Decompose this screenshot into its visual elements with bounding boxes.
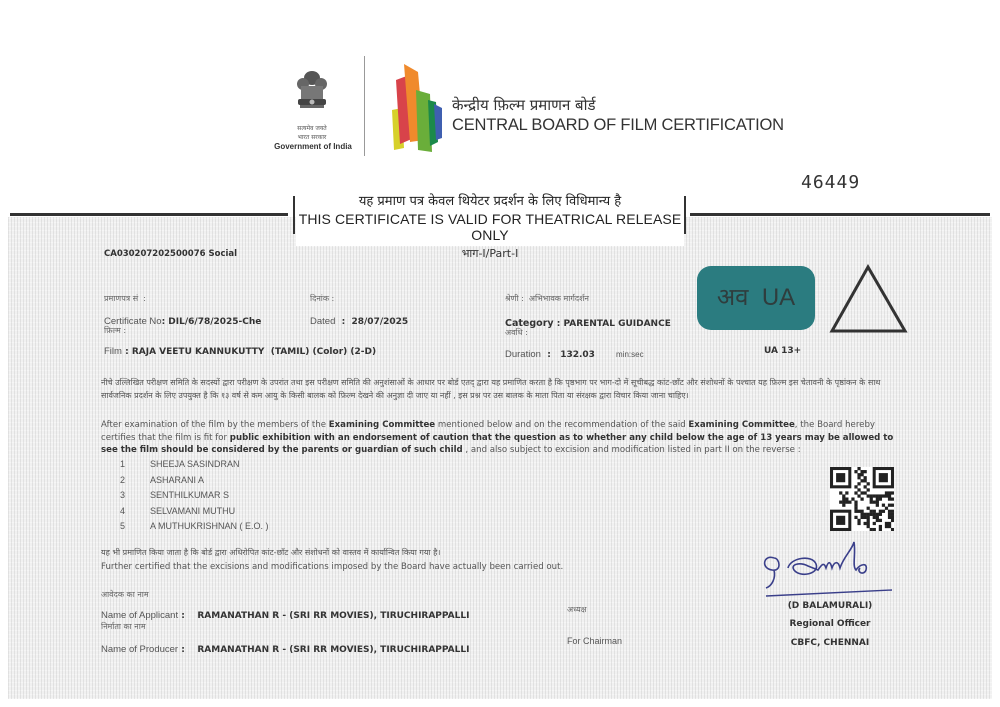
cert-no-value: DIL/6/78/2025-Che bbox=[168, 317, 262, 327]
qr-code-icon bbox=[830, 467, 894, 531]
category-hindi-label: श्रेणी bbox=[505, 294, 519, 303]
dated-value: 28/07/2025 bbox=[351, 317, 409, 327]
member-name: A MUTHUKRISHNAN ( E.O. ) bbox=[150, 521, 269, 531]
board-name-english: CENTRAL BOARD OF FILM CERTIFICATION bbox=[452, 116, 784, 134]
validity-hindi: यह प्रमाण पत्र केवल थियेटर प्रदर्शन के लिए विधिमान्य है bbox=[358, 194, 622, 209]
triangle-icon bbox=[829, 263, 909, 335]
validity-part: भाग-I/Part-I bbox=[461, 247, 519, 260]
further-english: Further certified that the excisions and modifications imposed by the Board have actually been carried out. bbox=[101, 562, 564, 572]
applicant-hindi: आवेदक का नाम bbox=[101, 590, 149, 599]
signatory-office: CBFC, CHENNAI bbox=[790, 638, 870, 648]
member-number: 3 bbox=[120, 490, 126, 500]
cert-text-5: , the Board hereby certifies that the film is fit for bbox=[101, 420, 875, 443]
member-number: 4 bbox=[120, 505, 126, 516]
gov-hindi: भारत सरकार bbox=[297, 134, 327, 141]
further-hindi: यह भी प्रमाणित किया जाता है कि बोर्ड द्वारा अधिरोपित कांट-छाँट और संशोधनों को वास्तव में कार्यान्वित किया गया है। bbox=[101, 548, 441, 557]
cert-text-7: , and also subject to excision and modification listed in part II on the reverse : bbox=[462, 445, 801, 455]
warning-triangle bbox=[829, 263, 909, 335]
film-row: Film : RAJA VEETU KANNUKUTTY (TAMIL) (Color) (2-D) bbox=[104, 346, 377, 357]
cert-text-4: Examining Committee bbox=[688, 420, 795, 430]
producer-row: Name of Producer : RAMANATHAN R - (SRI RR MOVIES), TIRUCHIRAPPALLI bbox=[101, 644, 470, 655]
category-hindi-value: अभिभावक मार्गदर्शन bbox=[528, 294, 589, 303]
reference-number: CA030207202500076 Social bbox=[104, 249, 238, 259]
member-item bbox=[120, 490, 269, 506]
cert-no-hindi-label: प्रमाणपत्र सं bbox=[104, 294, 139, 303]
member-number: 1 bbox=[120, 459, 126, 469]
header-divider bbox=[364, 56, 365, 156]
rating-age-label: UA 13+ bbox=[764, 346, 802, 356]
producer-label: Name of Producer bbox=[101, 644, 179, 655]
certification-text-hindi: नीचे उल्लिखित परीक्षण समिति के सदस्यों द्वारा परीक्षण के उपरांत तथा इस परीक्षण समिति की अनुशंसाओं के आधार पर बोर्ड एतद् द्वारा यह प्रमाणित करता है कि पृष्ठभाग पर भाग-दो में सूचीबद्ध कांट-छाँट और संशोधनों के पश्चात यह फ़िल्म इस चेतावनी के पृष्ठांकन के साथ सार्वजनिक प्रदर्शन के लिए उपयुक्त है कि १३ वर्ष से कम आयु के किसी बालक को फ़िल्म देखने की अनुज्ञा दी जाए या नहीं , इस प्रश्न पर उस बालक के माता पिता या संरक्षक द्वारा विचार किया जाना चाहिए। bbox=[101, 378, 881, 400]
member-name: SENTHILKUMAR S bbox=[150, 490, 230, 500]
cbfc-logo-icon bbox=[388, 60, 448, 155]
cert-no-hindi: प्रमाणपत्र सं : bbox=[104, 294, 146, 303]
rule-tick-left bbox=[293, 196, 295, 234]
duration-label: Duration bbox=[505, 349, 541, 360]
header-rule-left bbox=[10, 213, 288, 216]
gov-english: Government of India bbox=[274, 142, 352, 151]
member-number: 2 bbox=[120, 474, 126, 485]
cert-no-label: Certificate No bbox=[104, 316, 162, 327]
member-name: SELVAMANI MUTHU bbox=[150, 505, 236, 516]
member-item bbox=[120, 521, 269, 537]
chairman-hindi: अध्यक्ष bbox=[567, 605, 587, 614]
cert-text-3: mentioned below and on the recommendation of the said bbox=[435, 420, 689, 430]
cert-text-2: Examining Committee bbox=[328, 420, 436, 430]
film-label: Film bbox=[104, 346, 122, 357]
member-name: ASHARANI A bbox=[150, 474, 205, 485]
chairman-english: For Chairman bbox=[567, 636, 623, 646]
dated-label: Dated bbox=[310, 316, 336, 327]
cert-text-6: public exhibition with an endorsement of caution that the question as to whether any child below the age of 13 years may be allowed to see the film should be considered by the parents or guardian of such child bbox=[101, 432, 894, 455]
rule-tick-right bbox=[684, 196, 686, 234]
film-value: RAJA VEETU KANNUKUTTY (TAMIL) (Color) (2-D) bbox=[131, 347, 377, 357]
signatory-name: (D BALAMURALI) bbox=[787, 601, 873, 611]
duration-row: Duration : 132.03 min:sec bbox=[505, 349, 644, 360]
member-item bbox=[120, 475, 269, 491]
duration-unit: min:sec bbox=[616, 350, 644, 359]
producer-value: RAMANATHAN R - (SRI RR MOVIES), TIRUCHIRAPPALLI bbox=[197, 645, 470, 655]
member-name: SHEEJA SASINDRAN bbox=[150, 459, 240, 469]
qr-code bbox=[830, 467, 894, 531]
validity-english: THIS CERTIFICATE IS VALID FOR THEATRICAL RELEASE ONLY bbox=[298, 211, 682, 243]
category-row: Category : PARENTAL GUIDANCE bbox=[505, 318, 671, 329]
rating-badge: अव UA bbox=[697, 266, 815, 330]
signatory-title: Regional Officer bbox=[789, 619, 871, 629]
duration-hindi: अवधि : bbox=[505, 328, 528, 337]
member-item bbox=[120, 506, 269, 522]
category-value: PARENTAL GUIDANCE bbox=[563, 319, 671, 329]
cert-text-1: After examination of the film by the members of the bbox=[101, 420, 329, 430]
film-hindi-label: फ़िल्म bbox=[104, 326, 121, 335]
category-label: Category bbox=[505, 318, 554, 329]
applicant-row: Name of Applicant : RAMANATHAN R - (SRI RR MOVIES), TIRUCHIRAPPALLI bbox=[101, 610, 470, 621]
dated-hindi: दिनांक : bbox=[310, 294, 335, 303]
header-rule-right bbox=[690, 213, 990, 216]
cert-no-row: Certificate No: DIL/6/78/2025-Che bbox=[104, 316, 262, 327]
applicant-value: RAMANATHAN R - (SRI RR MOVIES), TIRUCHIRAPPALLI bbox=[197, 611, 470, 621]
lion-capital-icon bbox=[288, 66, 336, 126]
dated-row: Dated : 28/07/2025 bbox=[310, 316, 409, 327]
producer-hindi: निर्माता का नाम bbox=[101, 622, 146, 631]
film-hindi: फ़िल्म : bbox=[104, 326, 127, 335]
member-number: 5 bbox=[120, 521, 126, 531]
committee-members bbox=[120, 459, 269, 537]
member-item bbox=[120, 459, 269, 475]
applicant-label: Name of Applicant bbox=[101, 610, 179, 621]
serial-number: 46449 bbox=[801, 172, 861, 193]
duration-hindi-label: अवधि bbox=[505, 328, 523, 337]
signature bbox=[760, 540, 900, 600]
certification-text-english bbox=[101, 419, 909, 457]
signature-icon bbox=[760, 540, 900, 600]
category-hindi-row: श्रेणी : अभिभावक मार्गदर्शन bbox=[505, 294, 589, 303]
board-name-hindi: केन्द्रीय फ़िल्म प्रमाणन बोर्ड bbox=[452, 96, 596, 114]
duration-value: 132.03 bbox=[560, 350, 595, 360]
cbfc-logo bbox=[388, 60, 448, 155]
emblem-motto: सत्यमेव जयते bbox=[297, 125, 327, 132]
validity-banner bbox=[296, 188, 684, 260]
dated-hindi-label: दिनांक bbox=[310, 294, 329, 303]
national-emblem bbox=[288, 66, 336, 126]
